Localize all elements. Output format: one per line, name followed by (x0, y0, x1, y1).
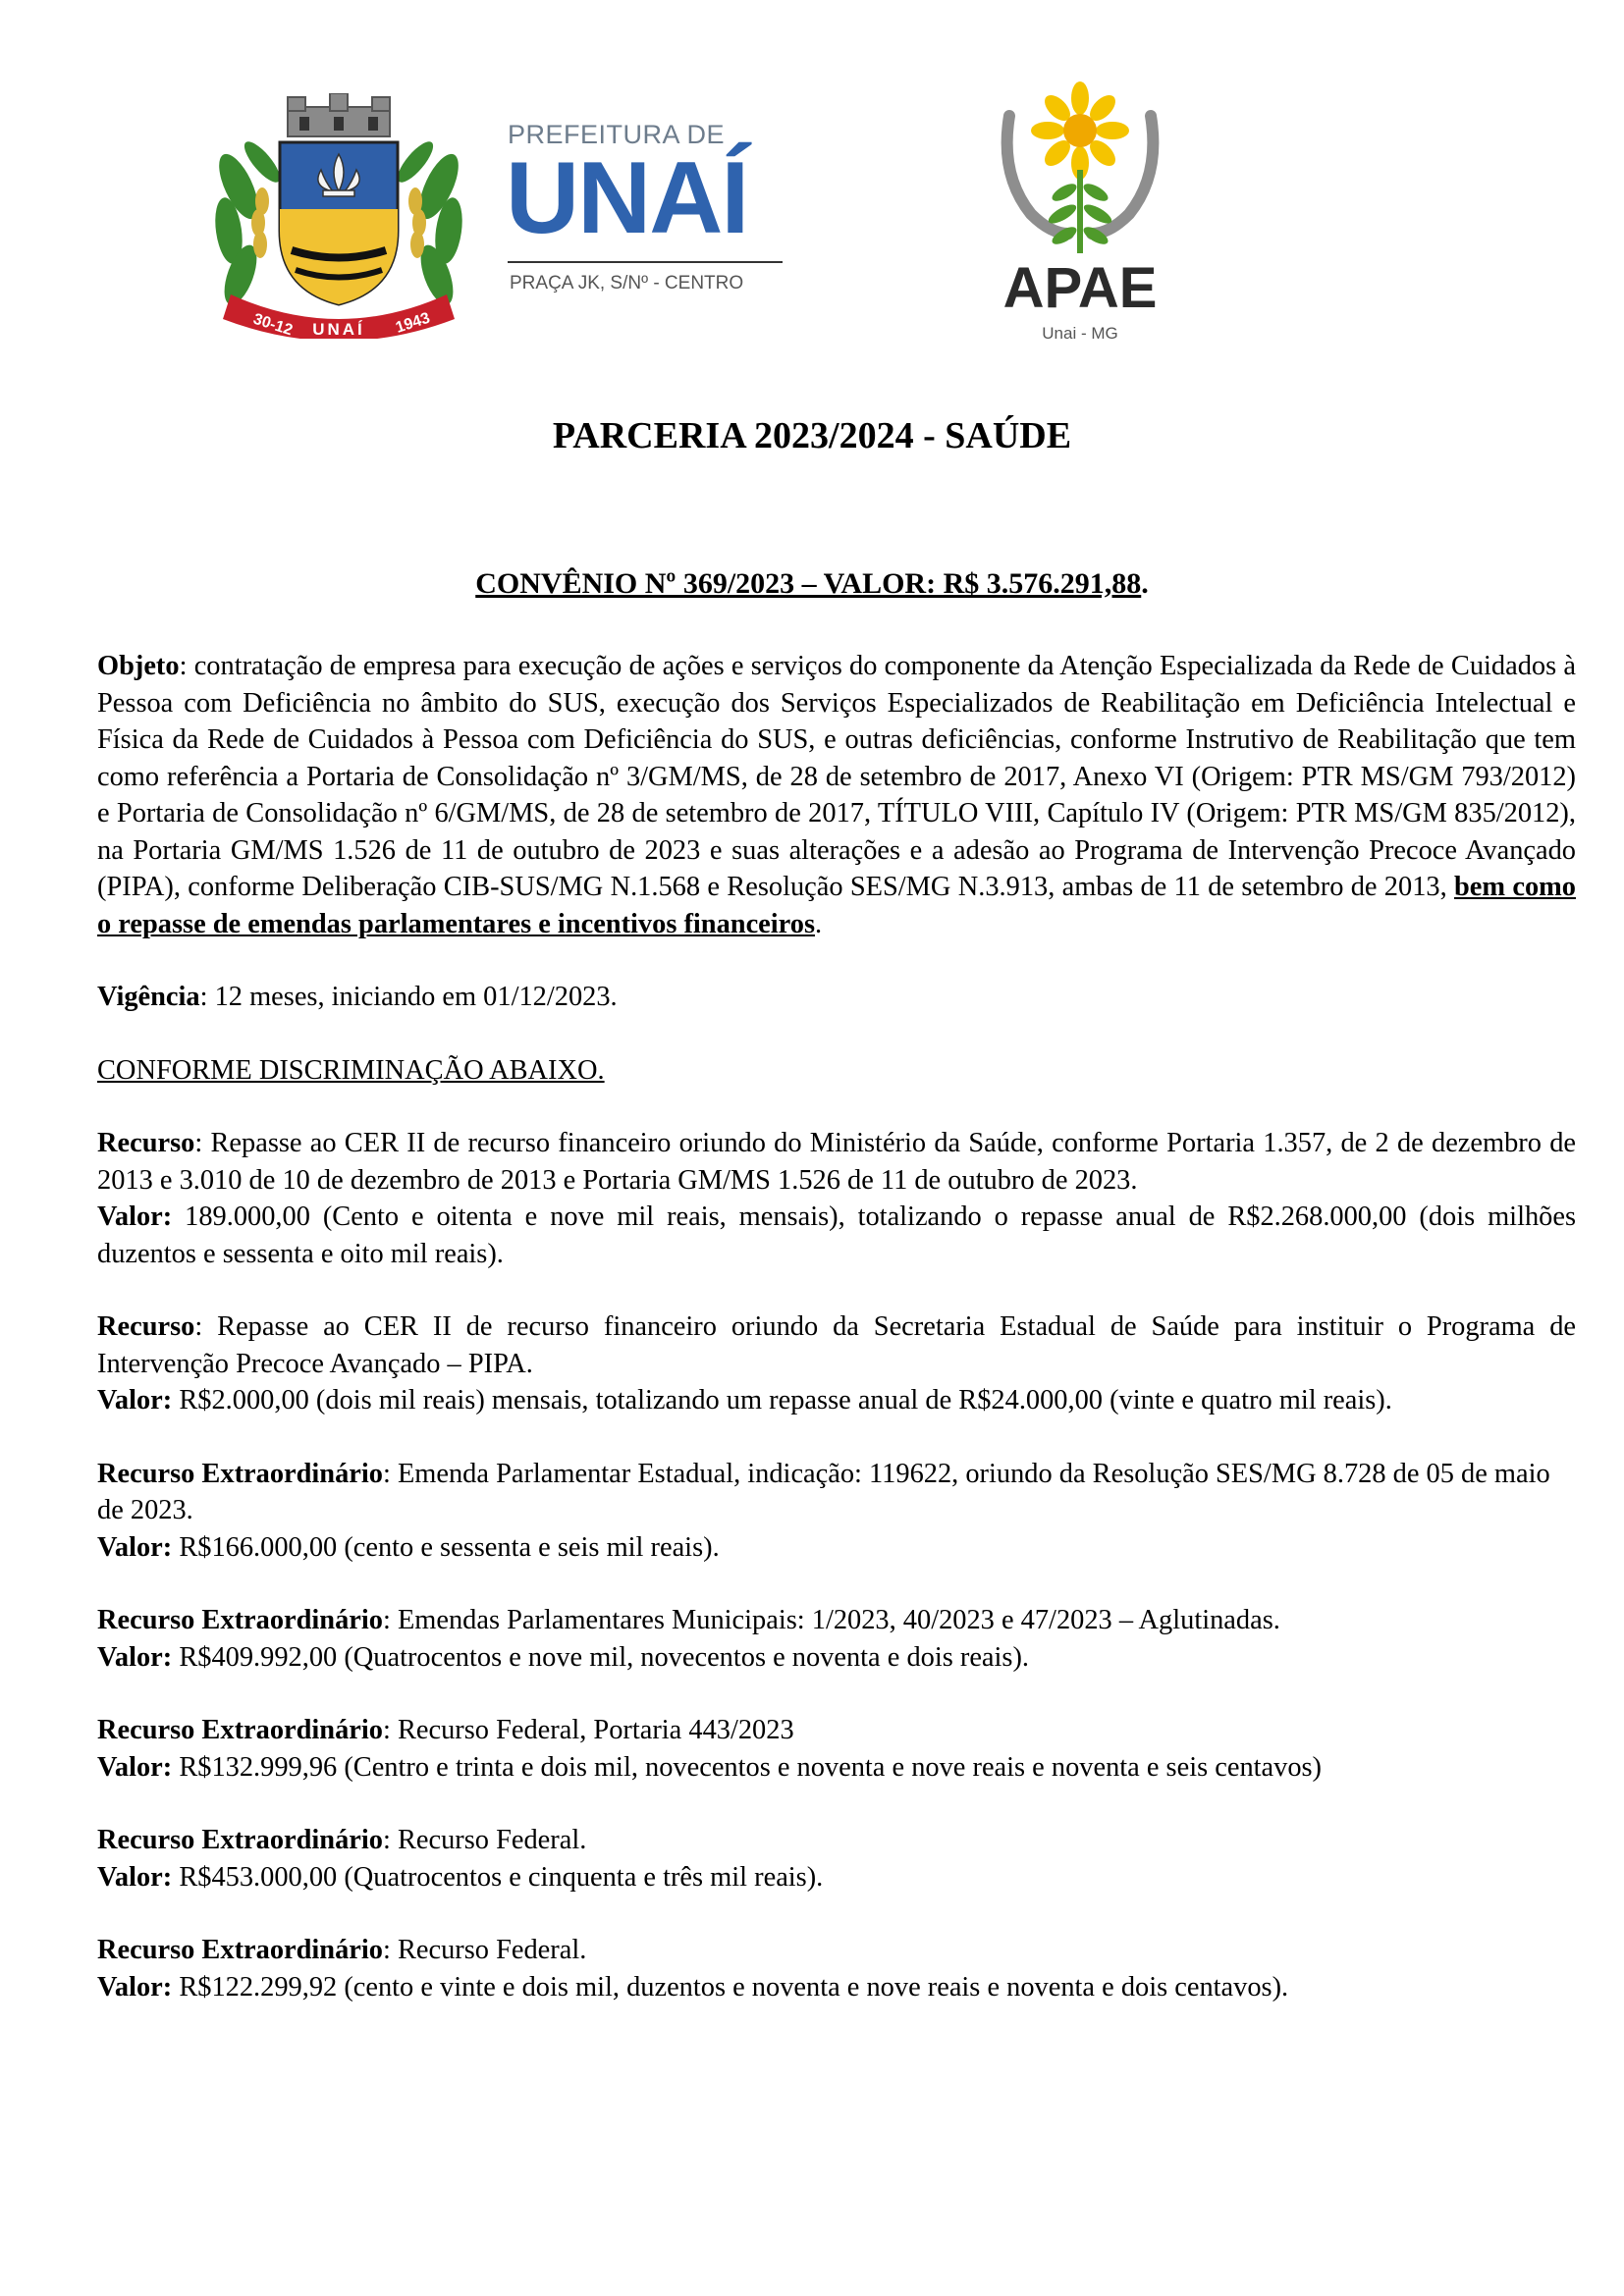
unai-coat-of-arms (201, 93, 476, 339)
vigencia-text: : 12 meses, iniciando em 01/12/2023. (199, 982, 618, 1012)
recurso-text: : Recurso Federal, Portaria 443/2023 (382, 1715, 794, 1745)
recurso-description (97, 1932, 1576, 1969)
apae-city: Unai - MG (1042, 324, 1118, 343)
valor-text: R$132.999,96 (Centro e trinta e dois mil, novecentos e noventa e nove reais e noventa e seis centavos) (172, 1751, 1323, 1783)
banner-name: UNAÍ (312, 320, 365, 339)
recurso-value (97, 1529, 1576, 1567)
recurso-block (97, 1602, 1576, 1676)
objeto-text: : contratação de empresa para execução de ações e serviços do componente da Atenção Especializada da Rede de Cuidados à Pessoa com Deficiência no âmbito do SUS, execução dos Serviços Especializados de Reabilitação em Deficiência Intelectual e Física da Rede de Cuidados à Pessoa com Deficiência do SUS, e outras deficiências, conforme Instrutivo de Reabilitação que tem como referência a Portaria de Consolidação nº 3/GM/MS, de 28 de setembro de 2017, Anexo VI (Origem: PTR MS/GM 793/2012) e Portaria de Consolidação nº 6/GM/MS, de 28 de setembro de 2017, TÍTULO VIII, Capítulo IV (Origem: PTR MS/GM 835/2012), na Portaria GM/MS 1.526 de 11 de outubro de 2023 e suas alterações e a adesão ao Programa de Intervenção Precoce Avançado (PIPA), conforme Deliberação CIB-SUS/MG N.1.568 e Resolução SES/MG N.3.913, ambas de 11 de setembro de 2013, (97, 651, 1576, 902)
recurso-block (97, 1822, 1576, 1896)
valor-text: 189.000,00 (Cento e oitenta e nove mil reais, mensais), totalizando o repasse anual de R$2.268.000,00 (dois milhões duzentos e sessenta e oito mil reais). (97, 1201, 1576, 1269)
recurso-description (97, 1125, 1576, 1199)
recurso-block (97, 1932, 1576, 2005)
recurso-value (97, 1639, 1576, 1677)
recurso-value (97, 1382, 1576, 1419)
valor-label: Valor: (97, 1971, 173, 2002)
objeto-end: . (815, 908, 823, 939)
recurso-description (97, 1712, 1576, 1749)
convenio-period: . (1141, 567, 1149, 600)
recurso-description (97, 1602, 1576, 1639)
recurso-block (97, 1456, 1576, 1567)
right-foliage (392, 136, 466, 308)
recurso-text: : Emendas Parlamentares Municipais: 1/2023, 40/2023 e 47/2023 – Aglutinadas. (382, 1605, 1280, 1635)
valor-label: Valor: (97, 1385, 173, 1415)
apae-flower-icon (992, 77, 1168, 258)
prefeitura-logo (506, 116, 790, 312)
recurso-description (97, 1822, 1576, 1859)
recurso-value (97, 1199, 1576, 1272)
banner-year: 1943 (393, 309, 433, 337)
recurso-label: Recurso Extraordinário (97, 1605, 383, 1635)
convenio-number-value: CONVÊNIO Nº 369/2023 – VALOR: R$ 3.576.291,88 (475, 567, 1142, 600)
objeto-emphasis: bem como o repasse de emendas parlamentares e incentivos financeiros (97, 872, 1576, 939)
vigencia-paragraph (97, 979, 1576, 1016)
prefeitura-label: PREFEITURA DE (508, 120, 726, 149)
recurso-label: Recurso Extraordinário (97, 1935, 383, 1965)
valor-label: Valor: (97, 1641, 173, 1673)
recurso-label: Recurso Extraordinário (97, 1458, 383, 1489)
left-foliage (211, 136, 286, 308)
recurso-label: Recurso (97, 1311, 195, 1342)
mural-crown (288, 93, 390, 136)
recurso-block (97, 1125, 1576, 1272)
valor-text: R$122.299,92 (cento e vinte e dois mil, duzentos e noventa e nove reais e noventa e dois centavos). (172, 1971, 1289, 2002)
valor-label: Valor: (97, 1751, 173, 1783)
recurso-value (97, 1749, 1576, 1787)
recurso-label: Recurso (97, 1128, 195, 1158)
vigencia-label: Vigência (97, 982, 200, 1012)
valor-text: R$166.000,00 (cento e sessenta e seis mil reais). (172, 1531, 720, 1563)
document-title: PARCERIA 2023/2024 - SAÚDE (552, 415, 1072, 456)
prefeitura-address: PRAÇA JK, S/Nº - CENTRO (510, 273, 744, 294)
valor-text: R$2.000,00 (dois mil reais) mensais, totalizando um repasse anual de R$24.000,00 (vinte e quatro mil reais). (172, 1385, 1392, 1415)
recurso-block (97, 1308, 1576, 1419)
recurso-text: : Recurso Federal. (382, 1935, 587, 1965)
recurso-value (97, 1969, 1576, 2006)
apae-name: APAE (1002, 256, 1158, 320)
logo-divider (508, 261, 783, 263)
recurso-description (97, 1456, 1576, 1529)
valor-text: R$409.992,00 (Quatrocentos e nove mil, novecentos e noventa e dois reais). (172, 1641, 1030, 1673)
document-body (97, 648, 1576, 2005)
banner-date: 30-12 (250, 310, 295, 339)
valor-text: R$453.000,00 (Quatrocentos e cinquenta e três mil reais). (172, 1861, 824, 1893)
convenio-heading (0, 567, 1624, 601)
recurso-text: : Emenda Parlamentar Estadual, indicação: 119622, oriundo da Resolução SES/MG 8.728 de 05 de maio de 2023. (97, 1458, 1550, 1525)
valor-label: Valor: (97, 1201, 173, 1232)
objeto-paragraph (97, 648, 1576, 942)
city-wordmark: UNAÍ (506, 141, 748, 255)
recurso-text: : Recurso Federal. (382, 1825, 587, 1855)
valor-label: Valor: (97, 1531, 173, 1563)
objeto-label: Objeto (97, 651, 180, 681)
recurso-text: : Repasse ao CER II de recurso financeiro oriundo do Ministério da Saúde, conforme Portaria 1.357, de 2 de dezembro de 2013 e 3.010 de 10 de dezembro de 2013 e Portaria GM/MS 1.526 de 11 de outubro de 2023. (97, 1128, 1576, 1196)
recurso-description (97, 1308, 1576, 1382)
recurso-label: Recurso Extraordinário (97, 1825, 383, 1855)
recurso-block (97, 1712, 1576, 1786)
recurso-value (97, 1859, 1576, 1896)
discriminacao-heading: CONFORME DISCRIMINAÇÃO ABAIXO. (97, 1054, 605, 1086)
apae-logo (992, 77, 1168, 342)
recurso-text: : Repasse ao CER II de recurso financeiro oriundo da Secretaria Estadual de Saúde para instituir o Programa de Intervenção Precoce Avançado – PIPA. (97, 1311, 1576, 1379)
recurso-label: Recurso Extraordinário (97, 1715, 383, 1745)
valor-label: Valor: (97, 1861, 173, 1893)
